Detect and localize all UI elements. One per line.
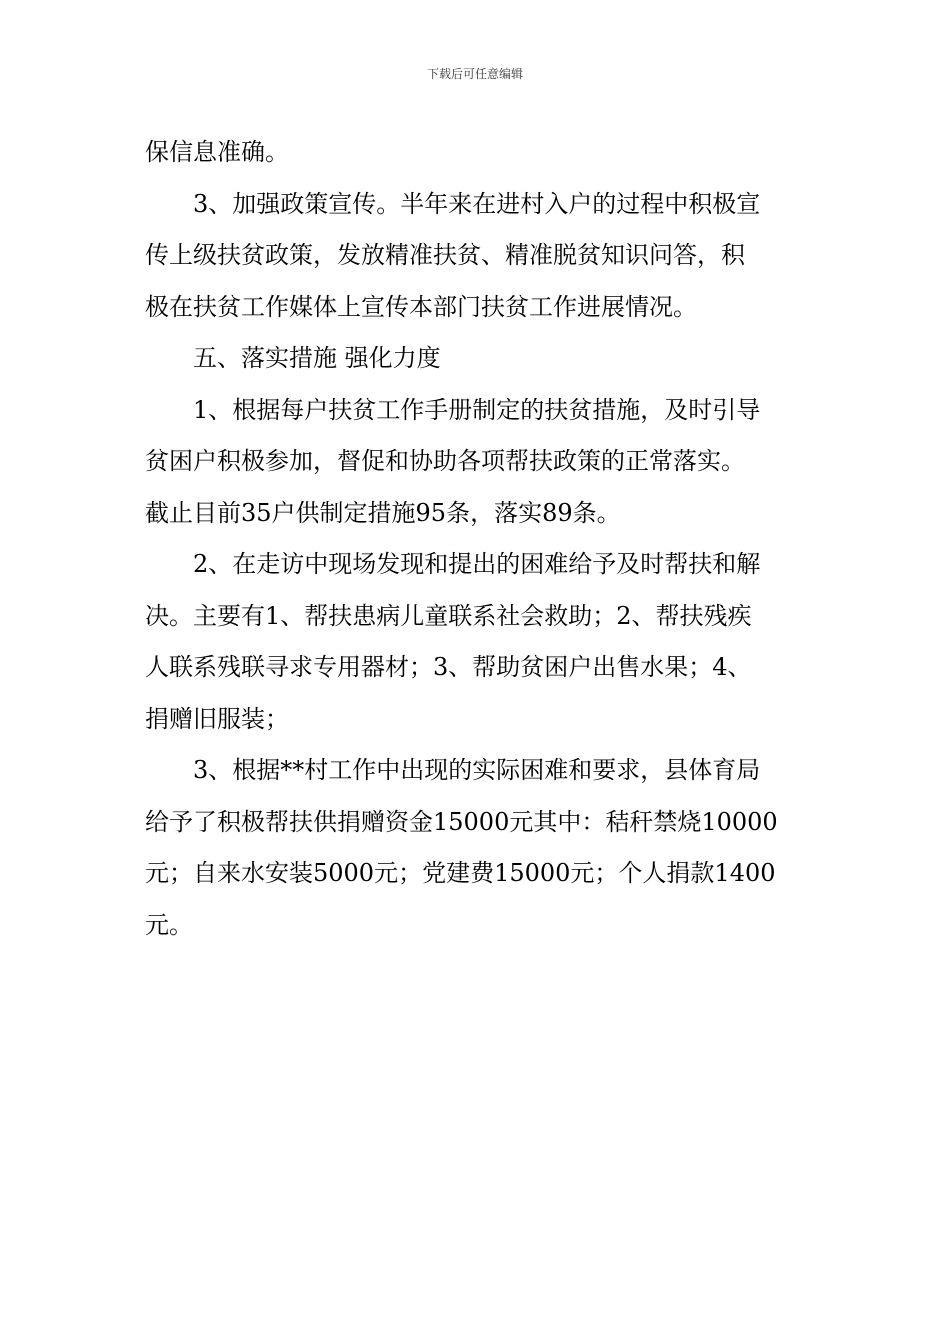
text-line: 给予了积极帮扶供捐赠资金15000元其中：秸秆禁烧10000 xyxy=(145,807,778,836)
text-line: 元；自来水安装5000元；党建费15000元；个人捐款1400 xyxy=(145,859,776,887)
text-line: 元。 xyxy=(145,910,193,939)
page-header-note: 下载后可任意编辑 xyxy=(426,67,523,81)
text-line: 捐赠旧服装； xyxy=(145,704,289,733)
section-heading: 五、落实措施 强化力度 xyxy=(193,344,441,372)
text-line: 截止目前35户供制定措施95条，落实89条。 xyxy=(145,498,621,527)
text-line: 人联系残联寻求专用器材；3、帮助贫困户出售水果；4、 xyxy=(145,653,752,681)
text-line: 极在扶贫工作媒体上宣传本部门扶贫工作进展情况。 xyxy=(145,292,697,321)
document-body xyxy=(145,127,807,951)
paragraph-first-line: 3、根据**村工作中出现的实际困难和要求，县体育局 xyxy=(193,756,761,784)
paragraph-first-line: 3、加强政策宣传。半年来在进村入户的过程中积极宣 xyxy=(193,189,761,218)
text-line: 决。主要有1、帮扶患病儿童联系社会救助；2、帮扶残疾 xyxy=(145,601,752,630)
paragraph-first-line: 1、根据每户扶贫工作手册制定的扶贫措施，及时引导 xyxy=(193,395,761,424)
text-line: 贫困户积极参加，督促和协助各项帮扶政策的正常落实。 xyxy=(145,447,745,475)
text-line: 保信息准确。 xyxy=(145,138,289,166)
paragraph-first-line: 2、在走访中现场发现和提出的困难给予及时帮扶和解 xyxy=(193,550,761,578)
text-line: 传上级扶贫政策，发放精准扶贫、精准脱贫知识问答，积 xyxy=(145,241,745,269)
